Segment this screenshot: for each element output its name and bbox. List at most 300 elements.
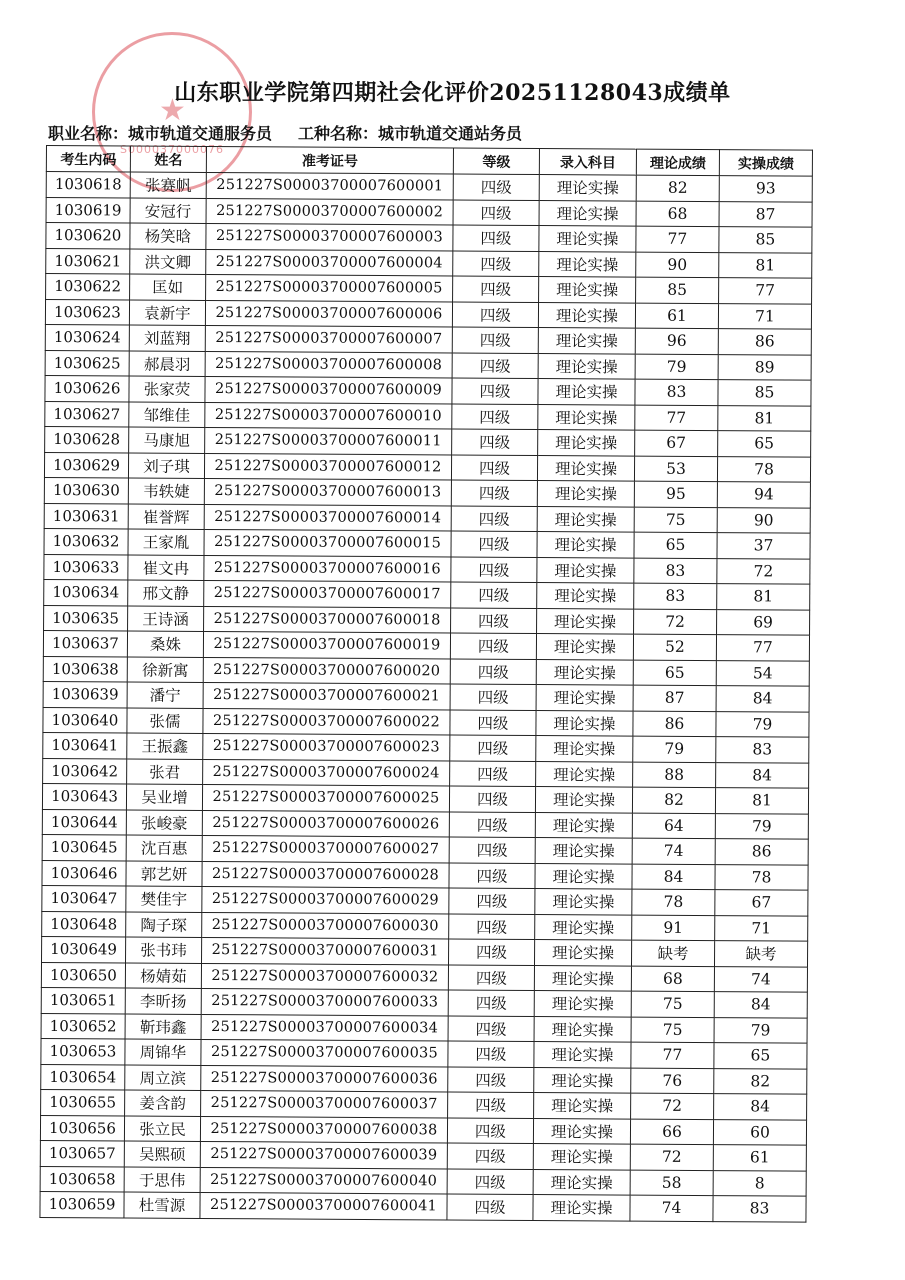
cell-candidate-code: 1030658 [40, 1166, 124, 1192]
cell-name: 沈百惠 [126, 835, 202, 861]
cell-ticket-number: 251227S00003700007600015 [204, 529, 451, 556]
cell-name: 王振鑫 [127, 733, 203, 759]
header-subject: 录入科目 [539, 149, 636, 176]
cell-subject: 理论实操 [539, 226, 636, 252]
cell-theory-score: 77 [631, 1042, 714, 1068]
cell-level: 四级 [452, 352, 538, 378]
cell-theory-score: 52 [633, 634, 716, 660]
cell-ticket-number: 251227S00003700007600003 [206, 223, 453, 250]
cell-practical-score: 77 [719, 278, 812, 304]
cell-subject: 理论实操 [538, 328, 635, 354]
cell-name: 张峻豪 [126, 810, 202, 836]
cell-practical-score: 79 [714, 1017, 807, 1043]
cell-name: 杜雪源 [124, 1192, 200, 1218]
cell-theory-score: 96 [635, 328, 718, 354]
cell-level: 四级 [451, 582, 537, 608]
cell-practical-score: 84 [716, 686, 809, 712]
cell-ticket-number: 251227S00003700007600031 [202, 937, 449, 964]
cell-candidate-code: 1030626 [45, 375, 129, 401]
cell-level: 四级 [448, 1092, 534, 1118]
cell-theory-score: 缺考 [631, 940, 714, 966]
cell-practical-score: 85 [719, 227, 812, 253]
cell-theory-score: 77 [635, 405, 718, 431]
cell-ticket-number: 251227S00003700007600016 [204, 555, 451, 582]
occupation-value: 城市轨道交通服务员 [128, 124, 273, 143]
cell-subject: 理论实操 [537, 532, 634, 558]
cell-theory-score: 76 [631, 1068, 714, 1094]
cell-level: 四级 [447, 1194, 533, 1220]
cell-name: 周立滨 [125, 1064, 201, 1090]
cell-practical-score: 84 [714, 992, 807, 1018]
cell-name: 靳玮鑫 [125, 1014, 201, 1040]
cell-subject: 理论实操 [533, 1169, 630, 1195]
cell-name: 桑姝 [127, 631, 203, 657]
cell-theory-score: 88 [633, 762, 716, 788]
cell-level: 四级 [451, 607, 537, 633]
cell-name: 邢文静 [128, 580, 204, 606]
cell-name: 张书玮 [126, 937, 202, 963]
cell-practical-score: 86 [715, 839, 808, 865]
cell-candidate-code: 1030628 [45, 426, 129, 452]
cell-ticket-number: 251227S00003700007600030 [202, 912, 449, 939]
cell-name: 张君 [127, 759, 203, 785]
cell-ticket-number: 251227S00003700007600032 [201, 963, 448, 990]
cell-subject: 理论实操 [539, 175, 636, 201]
cell-level: 四级 [452, 301, 538, 327]
cell-name: 马康旭 [129, 427, 205, 453]
cell-candidate-code: 1030633 [44, 554, 128, 580]
cell-subject: 理论实操 [536, 685, 633, 711]
cell-candidate-code: 1030649 [42, 936, 126, 962]
header-practical-score: 实操成绩 [719, 150, 812, 177]
cell-theory-score: 84 [632, 864, 715, 890]
cell-level: 四级 [453, 276, 539, 302]
cell-ticket-number: 251227S00003700007600010 [205, 402, 452, 429]
cell-ticket-number: 251227S00003700007600006 [205, 300, 452, 327]
cell-subject: 理论实操 [535, 812, 632, 838]
cell-candidate-code: 1030629 [44, 452, 128, 478]
cell-subject: 理论实操 [537, 608, 634, 634]
cell-practical-score: 89 [718, 354, 811, 380]
cell-ticket-number: 251227S00003700007600008 [205, 351, 452, 378]
cell-ticket-number: 251227S00003700007600022 [203, 708, 450, 735]
cell-level: 四级 [451, 531, 537, 557]
cell-practical-score: 67 [715, 890, 808, 916]
cell-practical-score: 78 [715, 864, 808, 890]
cell-ticket-number: 251227S00003700007600039 [200, 1141, 447, 1168]
cell-candidate-code: 1030651 [41, 987, 125, 1013]
cell-theory-score: 74 [632, 838, 715, 864]
cell-name: 徐新寓 [127, 657, 203, 683]
cell-candidate-code: 1030641 [43, 732, 127, 758]
cell-ticket-number: 251227S00003700007600014 [204, 504, 451, 531]
seal-star-icon: ★ [159, 93, 186, 128]
cell-theory-score: 72 [631, 1093, 714, 1119]
cell-theory-score: 66 [630, 1119, 713, 1145]
cell-practical-score: 65 [714, 1043, 807, 1069]
cell-candidate-code: 1030619 [46, 197, 130, 223]
cell-ticket-number: 251227S00003700007600035 [201, 1039, 448, 1066]
cell-name: 刘子琪 [128, 453, 204, 479]
cell-subject: 理论实操 [536, 761, 633, 787]
cell-theory-score: 53 [634, 456, 717, 482]
cell-ticket-number: 251227S00003700007600034 [201, 1014, 448, 1041]
cell-subject: 理论实操 [534, 1067, 631, 1093]
cell-practical-score: 69 [717, 609, 810, 635]
cell-name: 张立民 [124, 1115, 200, 1141]
cell-theory-score: 72 [630, 1144, 713, 1170]
meta-line [48, 121, 522, 144]
cell-name: 张赛帆 [130, 172, 206, 198]
cell-candidate-code: 1030643 [42, 783, 126, 809]
cell-ticket-number: 251227S00003700007600020 [203, 657, 450, 684]
cell-candidate-code: 1030623 [45, 299, 129, 325]
cell-name: 吴业增 [126, 784, 202, 810]
cell-ticket-number: 251227S00003700007600011 [205, 427, 452, 454]
cell-practical-score: 78 [717, 456, 810, 482]
cell-candidate-code: 1030621 [46, 248, 130, 274]
cell-level: 四级 [449, 811, 535, 837]
cell-practical-score: 71 [718, 303, 811, 329]
cell-name: 潘宁 [127, 682, 203, 708]
cell-name: 杨笑晗 [130, 223, 206, 249]
cell-candidate-code: 1030638 [43, 656, 127, 682]
cell-name: 张家荧 [129, 376, 205, 402]
cell-name: 袁新宇 [129, 300, 205, 326]
cell-subject: 理论实操 [538, 404, 635, 430]
occupation-label: 职业名称： [48, 124, 129, 143]
cell-level: 四级 [451, 454, 537, 480]
cell-theory-score: 72 [634, 609, 717, 635]
cell-level: 四级 [449, 837, 535, 863]
cell-subject: 理论实操 [534, 1041, 631, 1067]
cell-practical-score: 65 [718, 431, 811, 457]
cell-ticket-number: 251227S00003700007600005 [206, 274, 453, 301]
cell-level: 四级 [453, 174, 539, 200]
cell-practical-score: 37 [717, 533, 810, 559]
cell-candidate-code: 1030620 [46, 223, 130, 249]
cell-level: 四级 [453, 250, 539, 276]
cell-candidate-code: 1030656 [40, 1115, 124, 1141]
cell-candidate-code: 1030645 [42, 834, 126, 860]
cell-level: 四级 [450, 760, 536, 786]
cell-subject: 理论实操 [534, 1016, 631, 1042]
cell-level: 四级 [447, 1168, 533, 1194]
cell-candidate-code: 1030648 [42, 911, 126, 937]
cell-theory-score: 74 [630, 1195, 713, 1221]
cell-level: 四级 [449, 888, 535, 914]
cell-level: 四级 [453, 199, 539, 225]
cell-practical-score: 81 [718, 405, 811, 431]
cell-practical-score: 84 [714, 1094, 807, 1120]
table-row [40, 1191, 806, 1221]
cell-ticket-number: 251227S00003700007600038 [200, 1116, 447, 1143]
cell-name: 邹维佳 [129, 402, 205, 428]
cell-subject: 理论实操 [533, 1143, 630, 1169]
cell-theory-score: 68 [631, 966, 714, 992]
cell-name: 崔誉辉 [128, 504, 204, 530]
cell-subject: 理论实操 [535, 939, 632, 965]
cell-theory-score: 85 [636, 277, 719, 303]
cell-practical-score: 54 [716, 660, 809, 686]
cell-subject: 理论实操 [538, 353, 635, 379]
cell-subject: 理论实操 [537, 557, 634, 583]
cell-name: 周锦华 [125, 1039, 201, 1065]
cell-practical-score: 94 [717, 482, 810, 508]
cell-level: 四级 [450, 633, 536, 659]
cell-candidate-code: 1030659 [40, 1191, 124, 1217]
cell-candidate-code: 1030639 [43, 681, 127, 707]
cell-ticket-number: 251227S00003700007600007 [205, 325, 452, 352]
cell-candidate-code: 1030627 [45, 401, 129, 427]
cell-level: 四级 [449, 913, 535, 939]
cell-theory-score: 83 [634, 558, 717, 584]
cell-candidate-code: 1030625 [45, 350, 129, 376]
cell-subject: 理论实操 [536, 710, 633, 736]
cell-ticket-number: 251227S00003700007600023 [203, 733, 450, 760]
cell-theory-score: 79 [635, 354, 718, 380]
cell-subject: 理论实操 [536, 659, 633, 685]
cell-theory-score: 90 [636, 252, 719, 278]
cell-theory-score: 86 [633, 711, 716, 737]
cell-subject: 理论实操 [537, 583, 634, 609]
header-ticket-number: 准考证号 [206, 146, 453, 174]
cell-theory-score: 65 [633, 660, 716, 686]
cell-practical-score: 71 [715, 915, 808, 941]
cell-theory-score: 75 [631, 991, 714, 1017]
cell-ticket-number: 251227S00003700007600012 [204, 453, 451, 480]
cell-subject: 理论实操 [535, 838, 632, 864]
cell-candidate-code: 1030644 [42, 809, 126, 835]
cell-candidate-code: 1030624 [45, 324, 129, 350]
cell-subject: 理论实操 [539, 251, 636, 277]
cell-practical-score: 84 [716, 762, 809, 788]
job-type-value: 城市轨道交通站务员 [378, 124, 523, 143]
cell-practical-score: 90 [717, 507, 810, 533]
cell-theory-score: 91 [632, 915, 715, 941]
cell-theory-score: 75 [634, 507, 717, 533]
cell-name: 吴熙硕 [124, 1141, 200, 1167]
cell-practical-score: 61 [713, 1145, 806, 1171]
cell-subject: 理论实操 [535, 787, 632, 813]
cell-name: 郭艺妍 [126, 861, 202, 887]
cell-candidate-code: 1030637 [43, 630, 127, 656]
cell-name: 韦轶婕 [128, 478, 204, 504]
cell-ticket-number: 251227S00003700007600026 [202, 810, 449, 837]
cell-ticket-number: 251227S00003700007600024 [203, 759, 450, 786]
cell-practical-score: 79 [716, 711, 809, 737]
cell-name: 张儒 [127, 708, 203, 734]
page-title: 山东职业学院第四期社会化评价20251128043成绩单 [174, 80, 731, 106]
score-table [39, 145, 813, 1222]
cell-ticket-number: 251227S00003700007600013 [204, 478, 451, 505]
cell-candidate-code: 1030640 [43, 707, 127, 733]
cell-theory-score: 78 [632, 889, 715, 915]
cell-level: 四级 [449, 939, 535, 965]
cell-ticket-number: 251227S00003700007600028 [202, 861, 449, 888]
cell-subject: 理论实操 [539, 277, 636, 303]
cell-ticket-number: 251227S00003700007600037 [201, 1090, 448, 1117]
cell-candidate-code: 1030653 [41, 1038, 125, 1064]
cell-candidate-code: 1030646 [42, 860, 126, 886]
cell-level: 四级 [448, 990, 534, 1016]
cell-practical-score: 83 [713, 1196, 806, 1222]
header-theory-score: 理论成绩 [636, 149, 719, 176]
cell-level: 四级 [453, 225, 539, 251]
cell-name: 王家胤 [128, 529, 204, 555]
cell-name: 洪文卿 [130, 249, 206, 275]
cell-level: 四级 [451, 556, 537, 582]
cell-subject: 理论实操 [535, 914, 632, 940]
cell-theory-score: 77 [636, 226, 719, 252]
cell-name: 刘蓝翔 [129, 325, 205, 351]
cell-level: 四级 [450, 735, 536, 761]
cell-practical-score: 77 [716, 635, 809, 661]
header-candidate-code: 考生内码 [46, 146, 130, 173]
cell-theory-score: 87 [633, 685, 716, 711]
cell-subject: 理论实操 [534, 990, 631, 1016]
cell-level: 四级 [448, 964, 534, 990]
cell-level: 四级 [448, 1041, 534, 1067]
cell-candidate-code: 1030652 [41, 1013, 125, 1039]
cell-level: 四级 [452, 327, 538, 353]
cell-theory-score: 64 [632, 813, 715, 839]
cell-level: 四级 [449, 862, 535, 888]
cell-subject: 理论实操 [533, 1118, 630, 1144]
seal-code: S000037000076 [120, 143, 224, 156]
cell-practical-score: 82 [714, 1068, 807, 1094]
cell-practical-score: 81 [715, 788, 808, 814]
cell-ticket-number: 251227S00003700007600002 [206, 198, 453, 225]
cell-theory-score: 83 [634, 583, 717, 609]
cell-name: 王诗涵 [128, 606, 204, 632]
cell-practical-score: 79 [715, 813, 808, 839]
cell-subject: 理论实操 [538, 379, 635, 405]
cell-name: 崔文冉 [128, 555, 204, 581]
cell-ticket-number: 251227S00003700007600029 [202, 886, 449, 913]
cell-theory-score: 83 [635, 379, 718, 405]
cell-candidate-code: 1030650 [41, 962, 125, 988]
cell-candidate-code: 1030654 [41, 1064, 125, 1090]
cell-practical-score: 缺考 [714, 941, 807, 967]
cell-practical-score: 8 [713, 1170, 806, 1196]
cell-subject: 理论实操 [535, 889, 632, 915]
cell-subject: 理论实操 [537, 481, 634, 507]
cell-level: 四级 [450, 709, 536, 735]
cell-practical-score: 85 [718, 380, 811, 406]
cell-candidate-code: 1030622 [46, 274, 130, 300]
cell-ticket-number: 251227S00003700007600017 [204, 580, 451, 607]
cell-candidate-code: 1030642 [43, 758, 127, 784]
cell-subject: 理论实操 [533, 1194, 630, 1220]
cell-ticket-number: 251227S00003700007600009 [205, 376, 452, 403]
cell-theory-score: 58 [630, 1170, 713, 1196]
cell-theory-score: 95 [634, 481, 717, 507]
cell-ticket-number: 251227S00003700007600041 [200, 1192, 447, 1219]
cell-ticket-number: 251227S00003700007600021 [203, 682, 450, 709]
cell-subject: 理论实操 [538, 302, 635, 328]
cell-candidate-code: 1030647 [42, 885, 126, 911]
cell-level: 四级 [452, 429, 538, 455]
cell-level: 四级 [447, 1117, 533, 1143]
cell-theory-score: 82 [632, 787, 715, 813]
cell-candidate-code: 1030630 [44, 477, 128, 503]
cell-theory-score: 65 [634, 532, 717, 558]
cell-candidate-code: 1030631 [44, 503, 128, 529]
job-type-label: 工种名称： [298, 124, 379, 143]
header-name: 姓名 [130, 146, 206, 172]
cell-candidate-code: 1030618 [46, 172, 130, 198]
cell-subject: 理论实操 [534, 965, 631, 991]
cell-subject: 理论实操 [539, 200, 636, 226]
cell-name: 李昕扬 [125, 988, 201, 1014]
cell-level: 四级 [449, 786, 535, 812]
cell-practical-score: 60 [713, 1119, 806, 1145]
cell-level: 四级 [452, 378, 538, 404]
cell-name: 陶子琛 [126, 912, 202, 938]
cell-subject: 理论实操 [537, 506, 634, 532]
cell-candidate-code: 1030632 [44, 528, 128, 554]
cell-level: 四级 [450, 684, 536, 710]
cell-practical-score: 86 [718, 329, 811, 355]
cell-practical-score: 83 [716, 737, 809, 763]
cell-level: 四级 [448, 1015, 534, 1041]
cell-practical-score: 81 [717, 584, 810, 610]
cell-practical-score: 81 [719, 252, 812, 278]
cell-theory-score: 67 [635, 430, 718, 456]
cell-candidate-code: 1030635 [44, 605, 128, 631]
cell-level: 四级 [450, 658, 536, 684]
cell-level: 四级 [447, 1143, 533, 1169]
cell-subject: 理论实操 [534, 1092, 631, 1118]
cell-ticket-number: 251227S00003700007600004 [206, 249, 453, 276]
cell-name: 匡如 [130, 274, 206, 300]
cell-name: 杨婧茹 [125, 963, 201, 989]
cell-level: 四级 [448, 1066, 534, 1092]
cell-level: 四级 [452, 403, 538, 429]
header-level: 等级 [453, 148, 539, 175]
cell-practical-score: 74 [714, 966, 807, 992]
cell-name: 于思伟 [124, 1166, 200, 1192]
cell-ticket-number: 251227S00003700007600019 [203, 631, 450, 658]
cell-ticket-number: 251227S00003700007600033 [201, 988, 448, 1015]
cell-subject: 理论实操 [535, 863, 632, 889]
cell-candidate-code: 1030657 [40, 1140, 124, 1166]
cell-name: 郝晨羽 [129, 351, 205, 377]
cell-ticket-number: 251227S00003700007600001 [206, 172, 453, 199]
cell-subject: 理论实操 [537, 455, 634, 481]
cell-theory-score: 61 [635, 303, 718, 329]
cell-level: 四级 [451, 505, 537, 531]
cell-candidate-code: 1030655 [41, 1089, 125, 1115]
cell-ticket-number: 251227S00003700007600040 [200, 1167, 447, 1194]
cell-name: 樊佳宇 [126, 886, 202, 912]
cell-subject: 理论实操 [538, 430, 635, 456]
cell-ticket-number: 251227S00003700007600027 [202, 835, 449, 862]
cell-ticket-number: 251227S00003700007600018 [204, 606, 451, 633]
cell-candidate-code: 1030634 [44, 579, 128, 605]
cell-theory-score: 79 [633, 736, 716, 762]
cell-subject: 理论实操 [536, 634, 633, 660]
cell-subject: 理论实操 [536, 736, 633, 762]
cell-theory-score: 68 [636, 201, 719, 227]
cell-practical-score: 72 [717, 558, 810, 584]
cell-name: 安冠行 [130, 198, 206, 224]
cell-theory-score: 75 [631, 1017, 714, 1043]
cell-practical-score: 93 [719, 176, 812, 202]
cell-ticket-number: 251227S00003700007600036 [201, 1065, 448, 1092]
cell-ticket-number: 251227S00003700007600025 [202, 784, 449, 811]
